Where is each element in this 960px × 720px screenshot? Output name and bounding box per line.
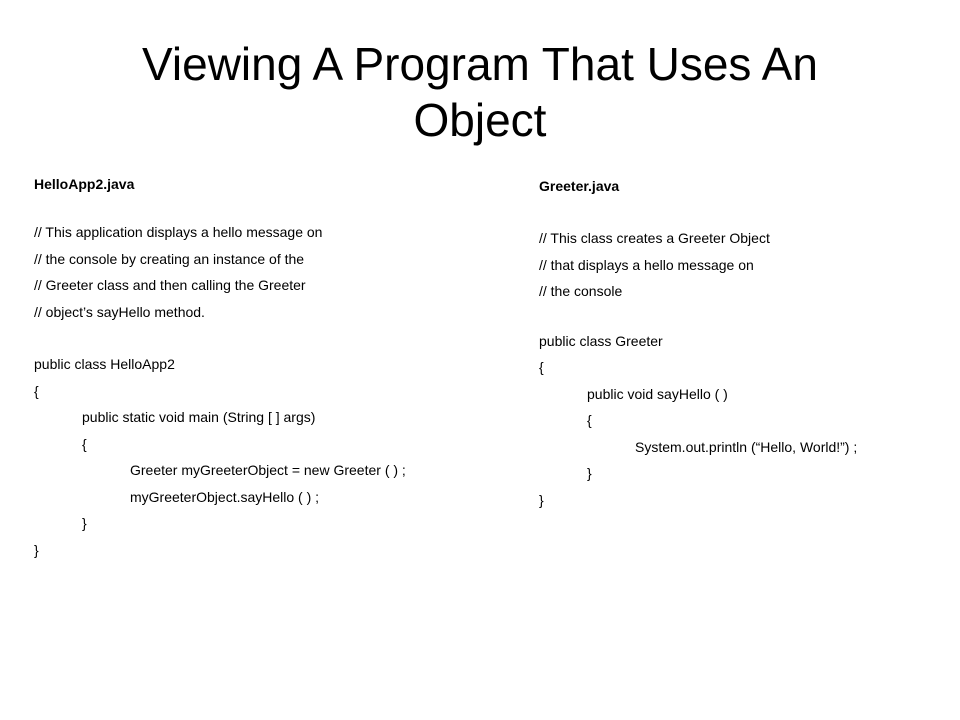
code-line: { — [34, 382, 39, 399]
code-line: { — [82, 435, 87, 452]
slide-title-line-1: Viewing A Program That Uses An — [142, 38, 818, 90]
greeter-code-panel — [539, 177, 939, 517]
code-line: } — [539, 491, 544, 508]
blank-line — [539, 309, 939, 332]
comment-line: // the console by creating an instance of the — [34, 250, 305, 267]
code-line: } — [82, 515, 87, 531]
slide-title-line-2: Object — [413, 94, 547, 146]
code-line: public void sayHello ( ) — [587, 385, 728, 402]
code-line: myGreeterObject.sayHello ( ) ; — [130, 488, 320, 505]
comment-line: // the console — [539, 283, 623, 299]
file-name-helloapp2: HelloApp2.java — [34, 176, 135, 192]
code-line: } — [587, 465, 592, 481]
comment-line: // This class creates a Greeter Object — [539, 230, 770, 246]
comment-line: // that displays a hello message on — [539, 256, 754, 273]
blank-line — [34, 329, 494, 355]
code-line: public static void main (String [ ] args) — [82, 409, 316, 425]
file-name-greeter: Greeter.java — [539, 178, 620, 194]
comment-line: // object’s sayHello method. — [34, 303, 205, 320]
comment-line: // This application displays a hello message on — [34, 224, 323, 240]
code-line: System.out.println (“Hello, World!”) ; — [635, 438, 858, 455]
code-line: public class HelloApp2 — [34, 356, 175, 372]
code-line: { — [587, 412, 592, 428]
hello-app-code-panel — [34, 175, 494, 567]
code-line: } — [34, 541, 39, 558]
slide-title — [60, 36, 900, 148]
code-line: public class Greeter — [539, 332, 663, 349]
code-line: Greeter myGreeterObject = new Greeter ( ) ; — [130, 462, 406, 478]
comment-line: // Greeter class and then calling the Greeter — [34, 277, 306, 293]
code-line: { — [539, 359, 544, 375]
